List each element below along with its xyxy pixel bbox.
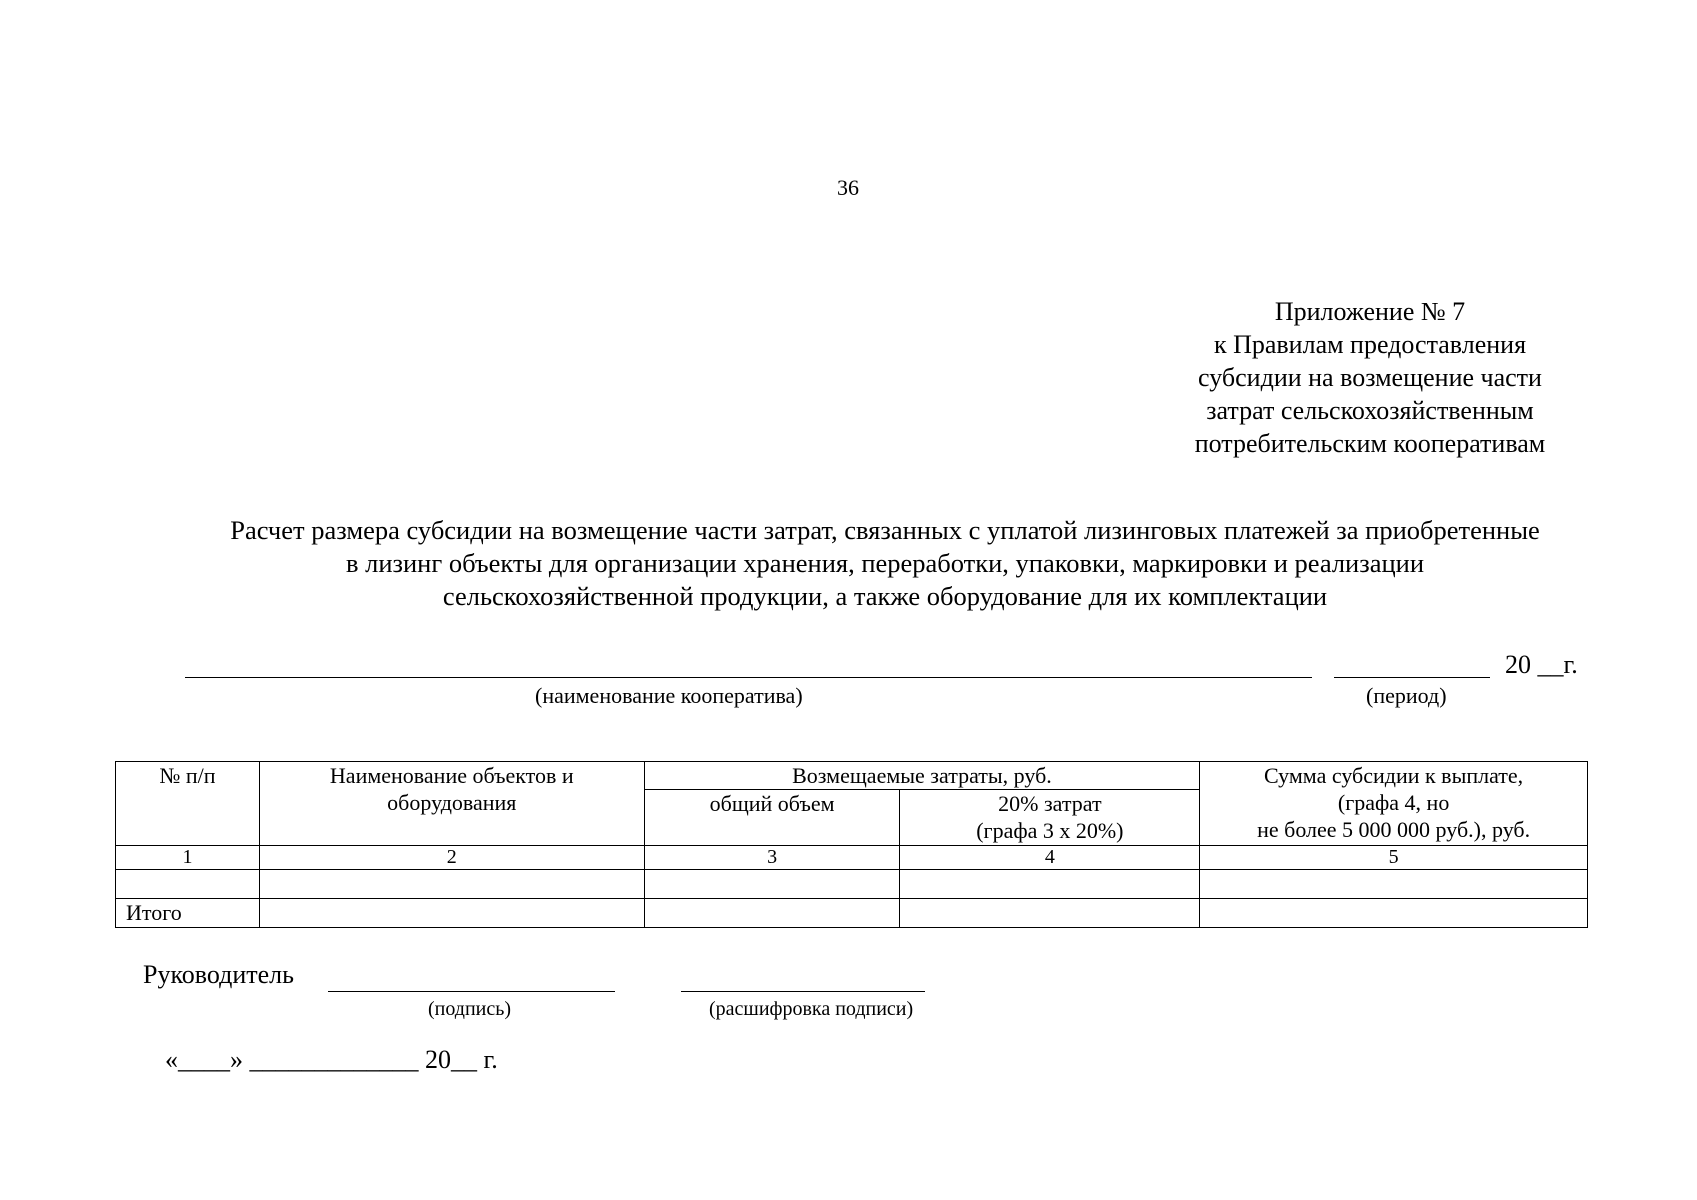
total-label: Итого — [116, 899, 260, 928]
coop-name-caption: (наименование кооператива) — [535, 683, 803, 708]
header-subsidy-line: не более 5 000 000 руб.), руб. — [1257, 817, 1531, 842]
table-cell[interactable] — [644, 870, 900, 899]
header-subsidy-sum — [1200, 762, 1588, 846]
column-number: 3 — [644, 846, 900, 870]
signer-role: Руководитель — [143, 960, 294, 989]
column-number-row — [116, 846, 1588, 870]
table-row — [116, 870, 1588, 899]
signature-line[interactable] — [328, 991, 615, 992]
date-field: «____» _____________ 20__ г. — [165, 1045, 498, 1074]
appendix-line: субсидии на возмещение части — [1198, 363, 1542, 392]
title-line: в лизинг объекты для организации хранения, переработки, упаковки, маркировки и реализации — [345, 548, 1425, 578]
header-subsidy-line: (графа 4, но — [1337, 790, 1450, 815]
header-twenty-line: 20% затрат — [998, 791, 1102, 816]
column-number: 5 — [1200, 846, 1588, 870]
header-twenty-percent — [900, 790, 1200, 846]
total-row — [116, 899, 1588, 928]
table-cell[interactable] — [259, 899, 644, 928]
page-number: 36 — [837, 175, 859, 200]
header-total-volume: общий объем — [644, 790, 900, 846]
header-subsidy-line: Сумма субсидии к выплате, — [1264, 763, 1524, 788]
appendix-line: к Правилам предоставления — [1213, 330, 1527, 359]
document-title — [160, 514, 1610, 613]
year-field: 20 __г. — [1505, 650, 1578, 679]
coop-name-line[interactable] — [185, 677, 1312, 678]
appendix-line: затрат сельскохозяйственным — [1206, 396, 1534, 425]
table-cell[interactable] — [116, 870, 260, 899]
period-line[interactable] — [1334, 677, 1490, 678]
column-number: 4 — [900, 846, 1200, 870]
appendix-line: Приложение № 7 — [1274, 297, 1466, 326]
column-number: 2 — [259, 846, 644, 870]
appendix-line: потребительским кооперативам — [1194, 429, 1546, 458]
table-cell[interactable] — [900, 899, 1200, 928]
column-number: 1 — [116, 846, 260, 870]
header-objects: Наименование объектов и оборудования — [259, 762, 644, 846]
header-number: № п/п — [116, 762, 260, 846]
appendix-block — [1160, 295, 1580, 460]
signature-decode-line[interactable] — [681, 991, 925, 992]
subsidy-table — [115, 761, 1588, 928]
table-cell[interactable] — [1200, 899, 1588, 928]
table-cell[interactable] — [259, 870, 644, 899]
header-costs-group: Возмещаемые затраты, руб. — [644, 762, 1200, 790]
table-cell[interactable] — [644, 899, 900, 928]
table-cell[interactable] — [900, 870, 1200, 899]
table-cell[interactable] — [1200, 870, 1588, 899]
period-caption: (период) — [1366, 683, 1447, 708]
signature-caption: (подпись) — [428, 998, 512, 1020]
signature-decode-caption: (расшифровка подписи) — [709, 998, 914, 1020]
title-line: сельскохозяйственной продукции, а также оборудование для их комплектации — [442, 581, 1328, 611]
header-twenty-line: (графа 3 х 20%) — [976, 818, 1124, 843]
title-line: Расчет размера субсидии на возмещение части затрат, связанных с уплатой лизинговых платежей за приобретенные — [230, 515, 1540, 545]
